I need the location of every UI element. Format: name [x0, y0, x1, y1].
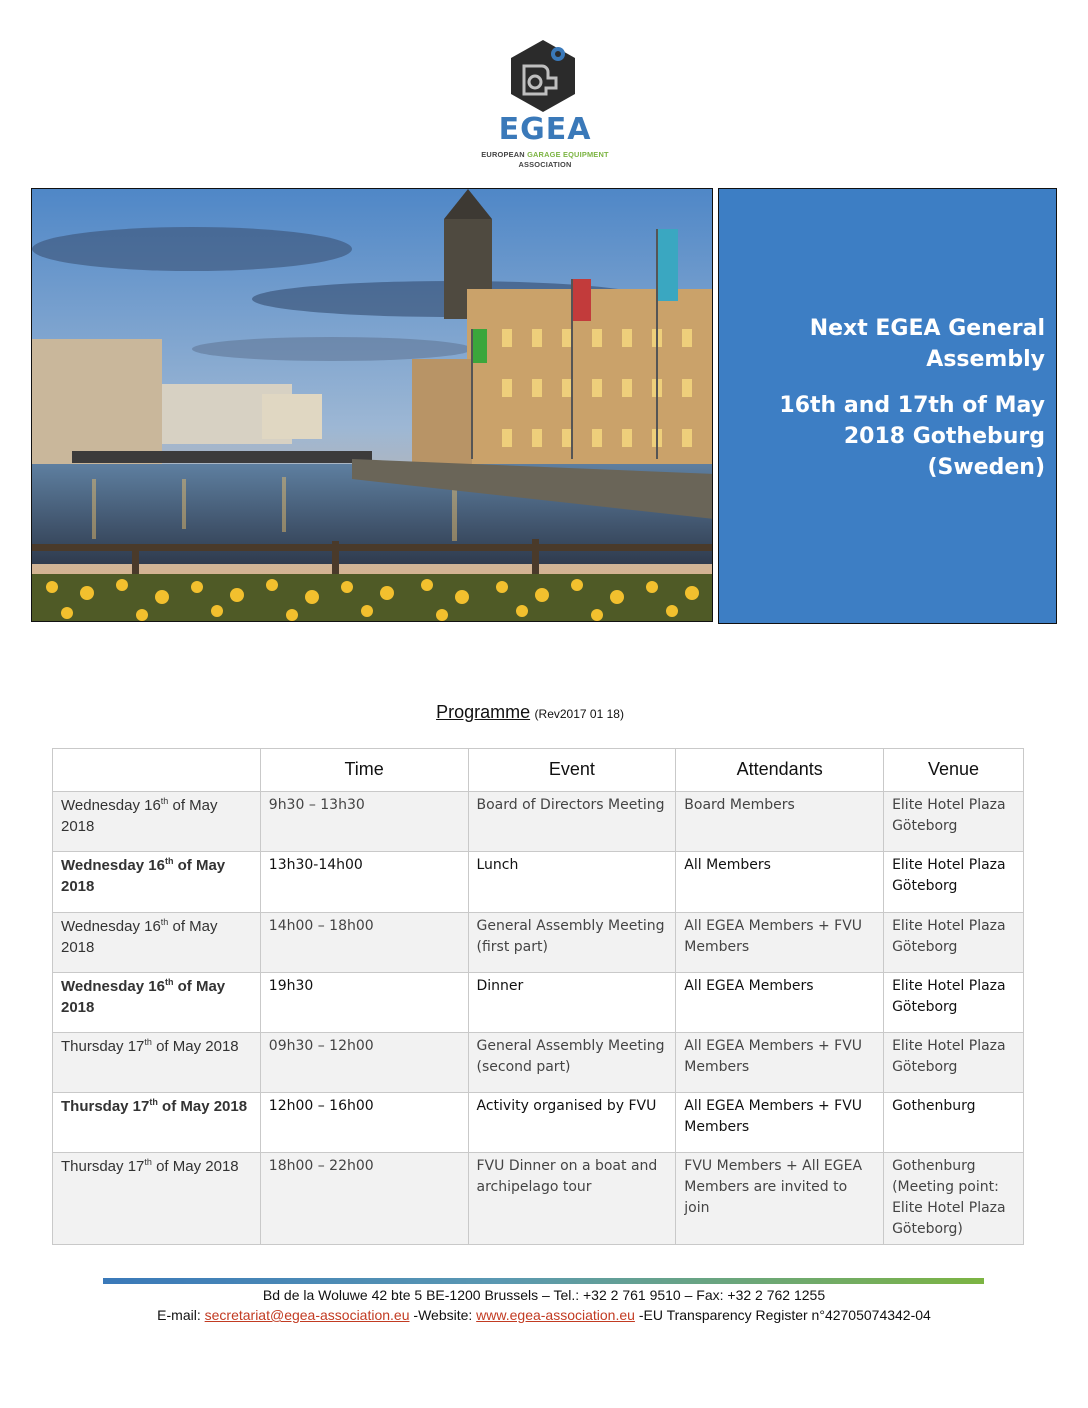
- header-venue: Venue: [884, 749, 1024, 792]
- logo-wordmark: EGEA: [498, 112, 592, 147]
- event-announcement-panel: [718, 188, 1057, 624]
- programme-table: [52, 748, 1024, 1245]
- cell-venue: Elite Hotel Plaza Göteborg: [884, 852, 1024, 913]
- cell-attendants: All EGEA Members + FVU Members: [676, 1093, 884, 1153]
- cell-time: 19h30: [260, 973, 468, 1033]
- cell-time: 13h30-14h00: [260, 852, 468, 913]
- cell-day: Wednesday 16th of May 2018: [53, 852, 261, 913]
- table-row: [53, 1093, 1024, 1153]
- cell-event: Activity organised by FVU: [468, 1093, 676, 1153]
- cell-event: FVU Dinner on a boat and archipelago tour: [468, 1153, 676, 1245]
- header-day: [53, 749, 261, 792]
- email-link[interactable]: secretariat@egea-association.eu: [204, 1307, 410, 1323]
- cell-day: Thursday 17th of May 2018: [53, 1033, 261, 1093]
- tagline-garage-equipment: GARAGE EQUIPMENT: [527, 150, 609, 159]
- footer-contact: [0, 1307, 1088, 1323]
- table-row: [53, 973, 1024, 1033]
- logo-tagline: [470, 150, 620, 170]
- cell-time: 14h00 – 18h00: [260, 913, 468, 973]
- footer-divider: [103, 1278, 984, 1284]
- cell-venue: Gothenburg (Meeting point: Elite Hotel Plaza Göteborg): [884, 1153, 1024, 1245]
- cell-day: Thursday 17th of May 2018: [53, 1153, 261, 1245]
- cell-venue: Elite Hotel Plaza Göteborg: [884, 913, 1024, 973]
- cell-day: Wednesday 16th of May 2018: [53, 792, 261, 852]
- cell-venue: Elite Hotel Plaza Göteborg: [884, 973, 1024, 1033]
- city-canal-photo: [31, 188, 713, 622]
- cell-time: 18h00 – 22h00: [260, 1153, 468, 1245]
- egea-hexagon-icon: [508, 38, 578, 114]
- cell-attendants: Board Members: [676, 792, 884, 852]
- cell-venue: Gothenburg: [884, 1093, 1024, 1153]
- tagline-association: ASSOCIATION: [518, 160, 572, 169]
- table-row: [53, 913, 1024, 973]
- table-row: [53, 852, 1024, 913]
- tagline-european: EUROPEAN: [481, 150, 525, 159]
- email-label: E-mail:: [157, 1307, 205, 1323]
- cell-attendants: All EGEA Members: [676, 973, 884, 1033]
- header-attendants: Attendants: [676, 749, 884, 792]
- programme-revision: (Rev2017 01 18): [534, 707, 624, 721]
- photo-illustration: [32, 189, 713, 622]
- programme-heading: [0, 702, 1060, 723]
- cell-event: Lunch: [468, 852, 676, 913]
- website-link[interactable]: www.egea-association.eu: [476, 1307, 635, 1323]
- cell-attendants: All Members: [676, 852, 884, 913]
- table-row: [53, 1033, 1024, 1093]
- cell-event: Dinner: [468, 973, 676, 1033]
- website-label: -Website:: [409, 1307, 477, 1323]
- cell-time: 12h00 – 16h00: [260, 1093, 468, 1153]
- footer-address: Bd de la Woluwe 42 bte 5 BE-1200 Brussels – Tel.: +32 2 761 9510 – Fax: +32 2 762 1255: [262, 1287, 826, 1303]
- table-row: [53, 792, 1024, 852]
- cell-attendants: FVU Members + All EGEA Members are invited to join: [676, 1153, 884, 1245]
- cell-event: General Assembly Meeting (second part): [468, 1033, 676, 1093]
- cell-event: General Assembly Meeting (first part): [468, 913, 676, 973]
- announcement-title: Next EGEA General Assembly: [809, 316, 1045, 372]
- header-time: Time: [260, 749, 468, 792]
- egea-logo: [470, 38, 620, 168]
- cell-time: 09h30 – 12h00: [260, 1033, 468, 1093]
- cell-day: Wednesday 16th of May 2018: [53, 913, 261, 973]
- cell-attendants: All EGEA Members + FVU Members: [676, 1033, 884, 1093]
- programme-title: Programme: [436, 702, 531, 722]
- cell-attendants: All EGEA Members + FVU Members: [676, 913, 884, 973]
- cell-event: Board of Directors Meeting: [468, 792, 676, 852]
- cell-venue: Elite Hotel Plaza Göteborg: [884, 1033, 1024, 1093]
- cell-time: 9h30 – 13h30: [260, 792, 468, 852]
- table-header-row: [53, 749, 1024, 792]
- transparency-register: -EU Transparency Register n°42705074342-04: [634, 1307, 931, 1323]
- header-event: Event: [468, 749, 676, 792]
- table-row: [53, 1153, 1024, 1245]
- cell-venue: Elite Hotel Plaza Göteborg: [884, 792, 1024, 852]
- cell-day: Thursday 17th of May 2018: [53, 1093, 261, 1153]
- announcement-dates: 16th and 17th of May 2018 Gotheburg (Sweden): [779, 393, 1045, 480]
- cell-day: Wednesday 16th of May 2018: [53, 973, 261, 1033]
